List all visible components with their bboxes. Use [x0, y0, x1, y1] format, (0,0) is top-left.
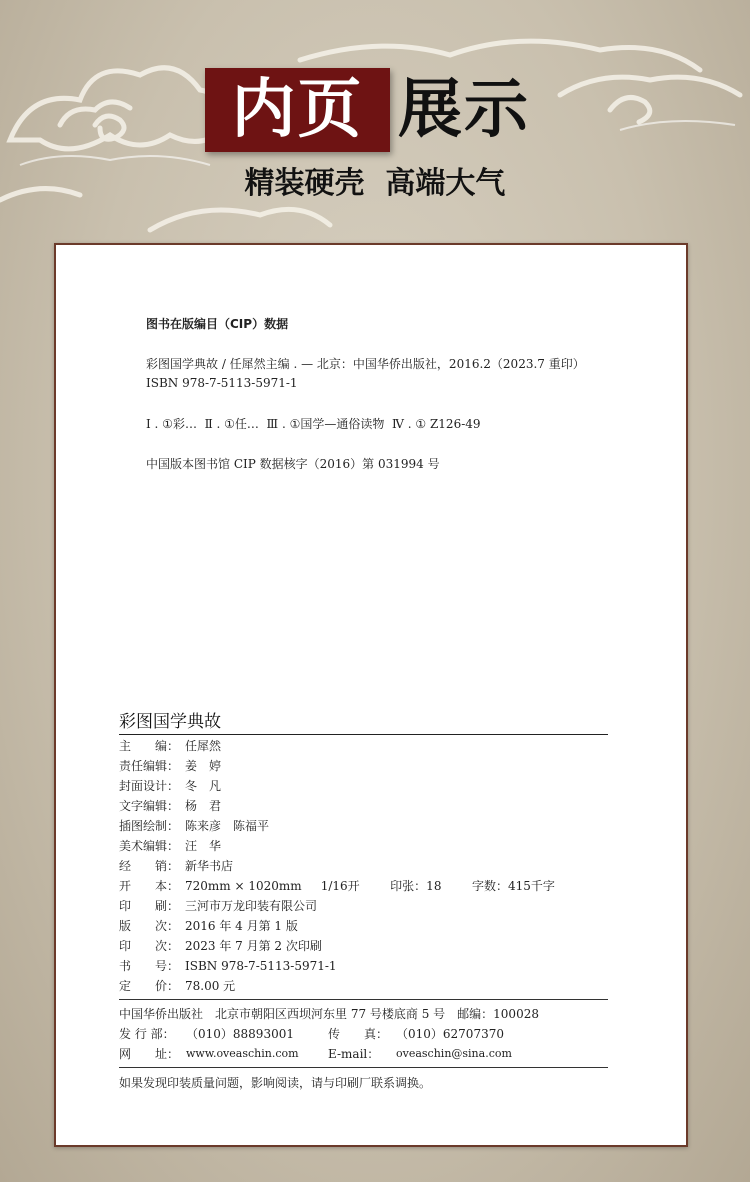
colophon-row: 印 刷： 三河市万龙印装有限公司: [119, 899, 318, 913]
copyright-page: [54, 243, 688, 1147]
fax-label: 传 真：: [328, 1027, 389, 1041]
book-title: 彩图国学典故: [119, 712, 221, 732]
dept-label: 发 行 部：: [119, 1027, 175, 1041]
cip-line-2: ISBN 978-7-5113-5971-1: [146, 376, 298, 390]
colophon-row: 书 号： ISBN 978-7-5113-5971-1: [119, 959, 337, 973]
colophon-row: 主 编： 任犀然: [119, 739, 222, 753]
divider: [119, 734, 608, 735]
colophon-row: 开 本： 720mm × 1020mm 1/16开 印张：18 字数：415千字: [119, 879, 555, 893]
colophon-row: 责任编辑： 姜 婷: [119, 759, 222, 773]
cip-line-4: 中国版本图书馆 CIP 数据核字（2016）第 031994 号: [146, 457, 440, 471]
dept-phone: （010）88893001: [186, 1027, 294, 1041]
colophon-row: 插图绘制： 陈来彦 陈福平: [119, 819, 270, 833]
divider: [119, 999, 608, 1000]
colophon-row: 定 价： 78.00 元: [119, 979, 236, 993]
cip-line-1: 彩图国学典故 / 任犀然主编 . — 北京：中国华侨出版社，2016.2（2023.7 重印）: [146, 357, 585, 371]
fax-number: （010）62707370: [396, 1027, 504, 1041]
header: [0, 64, 750, 214]
web-label: 网 址：: [119, 1047, 180, 1061]
colophon-row: 封面设计： 冬 凡: [119, 779, 222, 793]
colophon-row: 文字编辑： 杨 君: [119, 799, 222, 813]
colophon-row: 版 次： 2016 年 4 月第 1 版: [119, 919, 298, 933]
web-address: www.oveaschin.com: [186, 1047, 299, 1060]
title-highlight: 内页: [231, 73, 364, 147]
email-address: oveaschin@sina.com: [396, 1047, 512, 1060]
quality-notice: 如果发现印装质量问题，影响阅读，请与印刷厂联系调换。: [119, 1076, 432, 1090]
cip-heading: 图书在版编目（CIP）数据: [146, 317, 289, 331]
email-label: E-mail：: [328, 1047, 380, 1061]
title-rest: 展示: [398, 73, 530, 147]
divider: [119, 1067, 608, 1068]
colophon-row: 经 销： 新华书店: [119, 859, 234, 873]
colophon-row: 美术编辑： 汪 华: [119, 839, 222, 853]
publisher-line: 中国华侨出版社 北京市朝阳区西坝河东里 77 号楼底商 5 号 邮编：100028: [119, 1007, 539, 1021]
subtitle: 精装硬壳 高端大气: [244, 166, 506, 201]
colophon-row: 印 次： 2023 年 7 月第 2 次印刷: [119, 939, 322, 953]
cip-line-3: Ⅰ . ①彩… Ⅱ . ①任… Ⅲ . ①国学—通俗读物 Ⅳ . ① Z126-49: [146, 417, 481, 431]
